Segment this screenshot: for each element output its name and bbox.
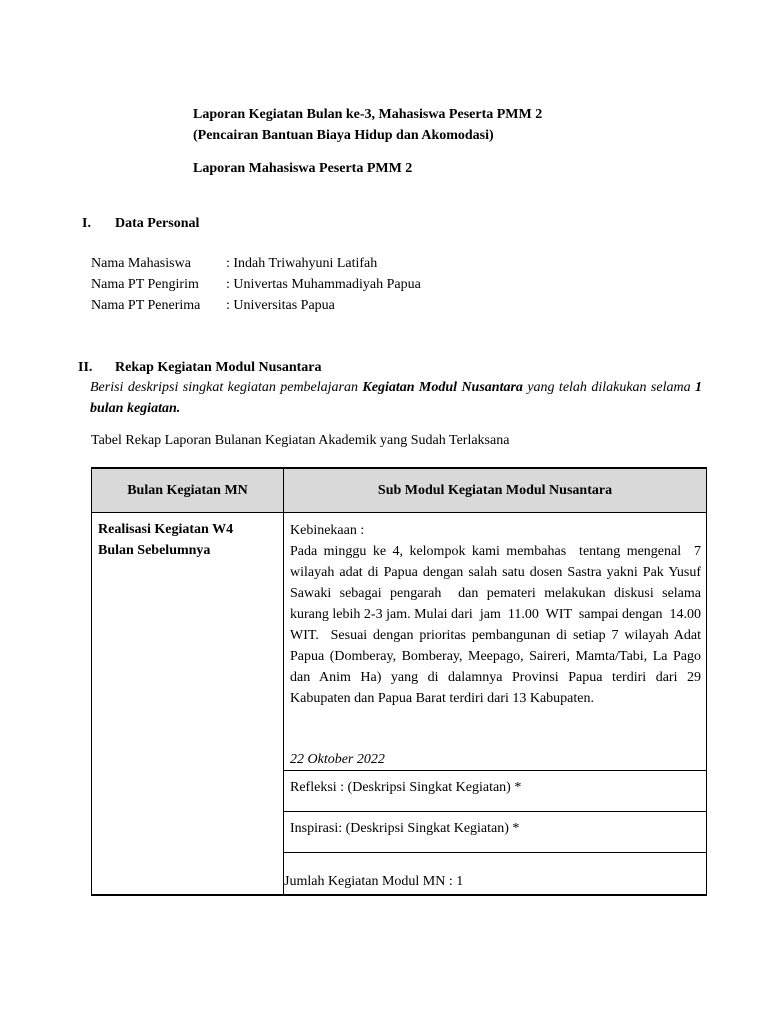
- refleksi-cell: [284, 771, 707, 812]
- section-2-number: II.: [78, 360, 93, 375]
- personal-data-value: : Universitas Papua: [226, 298, 335, 313]
- report-subtitle: (Pencairan Bantuan Biaya Hidup dan Akomodasi): [193, 128, 494, 143]
- section-1-number: I.: [82, 216, 91, 231]
- description-bold-text: Kegiatan Modul Nusantara: [362, 380, 523, 395]
- row-label-cell: [92, 513, 284, 896]
- table-header-cell: Sub Modul Kegiatan Modul Nusantara: [284, 468, 707, 513]
- table-row: [92, 513, 707, 771]
- table-header-row: [92, 468, 707, 513]
- row-label-line: Realisasi Kegiatan W4: [98, 522, 234, 537]
- inspirasi-cell: [284, 812, 707, 853]
- kebinekaan-label: Kebinekaan :: [290, 523, 365, 538]
- activity-date: 22 Oktober 2022: [290, 752, 385, 767]
- kebinekaan-text: Pada minggu ke 4, kelompok kami membahas tentang mengenal 7 wilayah adat di Papua dengan salah satu dosen Sastra yakni Pak Yusuf Sawaki sebagai pengarah dan pemateri melakukan diskusi selama kurang lebih 2-3 jam. Mulai dari jam 11.00 WIT sampai dengan 14.00 WIT. Sesuai dengan prioritas pembangunan di setiap 7 wilayah Adat Papua (Domberay, Bomberay, Meepago, Saireri, Mamta/Tabi, La Pago dan Anim Ha) yang di dalamnya Provinsi Papua terdiri dari 29 Kabupaten dan Papua Barat terdiri dari 13 Kabupaten.: [290, 544, 708, 706]
- row-label-line: Bulan Sebelumnya: [98, 543, 211, 558]
- personal-data-label: Nama PT Penerima: [91, 298, 201, 313]
- description-text: yang telah dilakukan selama: [522, 380, 695, 395]
- rekap-table: [91, 467, 707, 896]
- report-title: Laporan Kegiatan Bulan ke-3, Mahasiswa Peserta PMM 2: [193, 107, 543, 122]
- jumlah-cell: [284, 853, 707, 896]
- section-2-description: [90, 377, 702, 419]
- description-bold-text: 1 bulan kegiatan.: [90, 380, 702, 416]
- jumlah-text: Jumlah Kegiatan Modul MN : 1: [284, 874, 464, 889]
- kebinekaan-cell: [284, 513, 707, 771]
- personal-data-label: Nama Mahasiswa: [91, 256, 191, 271]
- report-heading: Laporan Mahasiswa Peserta PMM 2: [193, 161, 413, 176]
- table-caption: Tabel Rekap Laporan Bulanan Kegiatan Akademik yang Sudah Terlaksana: [91, 433, 510, 448]
- description-text: Berisi deskripsi singkat kegiatan pembelajaran: [90, 380, 363, 395]
- refleksi-text: Refleksi : (Deskripsi Singkat Kegiatan) *: [290, 780, 522, 795]
- inspirasi-text: Inspirasi: (Deskripsi Singkat Kegiatan) *: [290, 821, 520, 836]
- personal-data-label: Nama PT Pengirim: [91, 277, 199, 292]
- table-header-cell: Bulan Kegiatan MN: [92, 468, 284, 513]
- personal-data-value: : Univertas Muhammadiyah Papua: [226, 277, 421, 292]
- section-2-title: Rekap Kegiatan Modul Nusantara: [115, 360, 322, 375]
- section-1-title: Data Personal: [115, 216, 200, 231]
- personal-data-value: : Indah Triwahyuni Latifah: [226, 256, 378, 271]
